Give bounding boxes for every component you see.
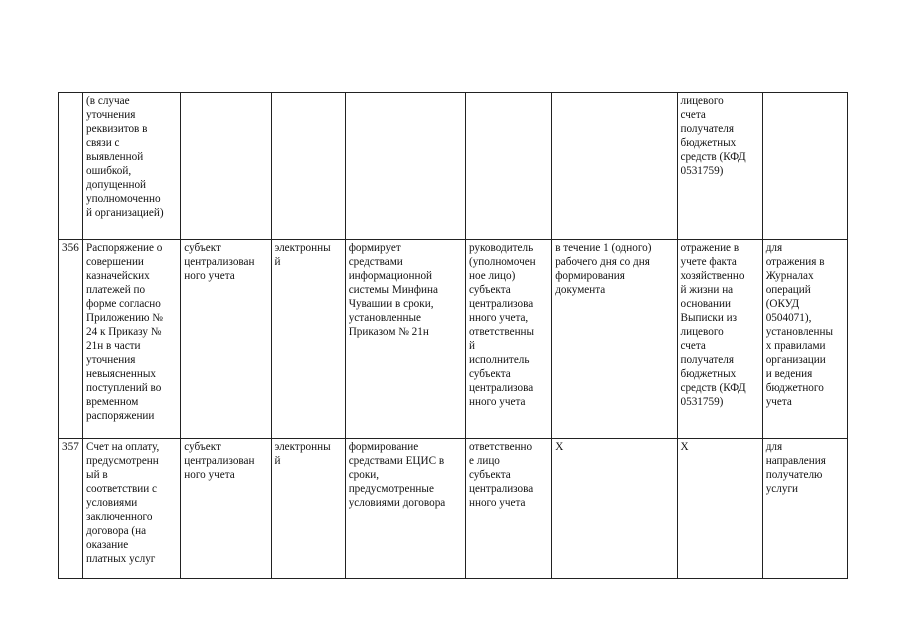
form-cell (271, 439, 345, 579)
creator-cell (181, 93, 271, 240)
term-text: Х (555, 441, 564, 453)
table-row (59, 439, 848, 579)
responsible-text: ответственно е лицо субъекта централизова нного учета (468, 441, 534, 509)
creator-cell (181, 240, 271, 439)
form-cell (271, 240, 345, 439)
document-name-cell (83, 439, 181, 579)
accounting-text: отражение в учете факта хозяйственно й жизни на основании Выписки из лицевого счета получателя бюджетных средств (КФД 0531759) (680, 242, 746, 408)
form-cell (271, 93, 345, 240)
purpose-cell (762, 240, 847, 439)
accounting-cell (677, 93, 762, 240)
term-text: в течение 1 (одного) рабочего дня со дня формирования документа (555, 242, 652, 296)
accounting-text: лицевого счета получателя бюджетных средств (КФД 0531759) (680, 95, 746, 177)
procedure-cell (345, 240, 465, 439)
accounting-cell (677, 240, 762, 439)
row-number: 357 (59, 439, 83, 579)
procedure-cell (345, 439, 465, 579)
form-text: электронны й (274, 242, 331, 268)
document-name-cell (83, 93, 181, 240)
procedure-cell (345, 93, 465, 240)
accounting-text: Х (680, 441, 689, 453)
table-row (59, 240, 848, 439)
form-text: электронны й (274, 441, 331, 467)
creator-text: субъект централизован ного учета (184, 441, 255, 481)
creator-cell (181, 439, 271, 579)
responsible-text: руководитель (уполномочен ное лицо) субъекта централизова нного учета, ответственны й исполнитель субъекта централизова нного учета (468, 242, 536, 408)
document-name-cell (83, 240, 181, 439)
procedure-text: формирование средствами ЕЦИС в сроки, предусмотренные условиями договора (348, 441, 446, 509)
row-number (59, 93, 83, 240)
purpose-text: для направления получателю услуги (765, 441, 826, 495)
row-number: 356 (59, 240, 83, 439)
purpose-text: для отражения в Журналах операций (ОКУД 0504071), установленны х правилами организации и ведения бюджетного учета (765, 242, 834, 408)
document-name: Распоряжение о совершении казначейских платежей по форме согласно Приложению № 24 к Приказу № 21н в части уточнения невыясненных поступлений во временном распоряжении (86, 242, 163, 422)
document-name: Счет на оплату, предусмотренн ый в соответствии с условиями заключенного договора (на оказание платных услуг (86, 441, 160, 565)
creator-text: субъект централизован ного учета (184, 242, 255, 282)
responsible-cell (465, 439, 551, 579)
register-table (58, 92, 848, 579)
document-name: (в случае уточнения реквизитов в связи с выявленной ошибкой, допущенной уполномоченно й организацией) (86, 95, 164, 219)
term-cell (552, 93, 677, 240)
procedure-text: формирует средствами информационной системы Минфина Чувашии в сроки, установленные Приказом № 21н (348, 242, 438, 338)
term-cell (552, 240, 677, 439)
purpose-cell (762, 93, 847, 240)
responsible-cell (465, 93, 551, 240)
responsible-cell (465, 240, 551, 439)
table-row (59, 93, 848, 240)
purpose-cell (762, 439, 847, 579)
accounting-cell (677, 439, 762, 579)
term-cell (552, 439, 677, 579)
